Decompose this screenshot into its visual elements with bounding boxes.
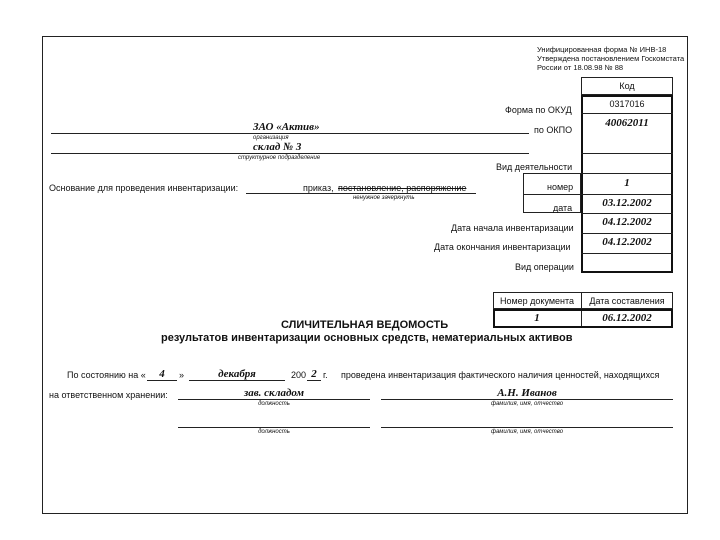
division-caption: структурное подразделение: [238, 155, 321, 161]
division-name: склад № 3: [253, 141, 302, 153]
position-caption-2: должность: [258, 429, 290, 435]
year-line: [307, 380, 321, 381]
code-row-line: [581, 213, 673, 214]
code-row-line: [581, 173, 673, 174]
state-text: проведена инвентаризация фактического наличия ценностей, находящихся: [341, 370, 660, 380]
position-value: зав. складом: [243, 387, 305, 399]
basis-prikaz: приказ,: [303, 183, 334, 193]
end-date-value: 04.12.2002: [602, 236, 652, 248]
doc-date-header: Дата составления: [589, 296, 665, 306]
state-year-suffix: г.: [323, 370, 328, 380]
org-name: ЗАО «Актив»: [253, 121, 320, 133]
code-row-line: [581, 233, 673, 234]
activity-label: Вид деятельности: [496, 162, 573, 172]
order-number-label: номер: [547, 182, 574, 192]
form-header: [537, 45, 684, 72]
name-line: [381, 399, 673, 400]
position-line-2: [178, 427, 370, 428]
order-label-box: [523, 173, 581, 213]
day-line: [147, 380, 177, 381]
basis-label: Основание для проведения инвентаризации:: [49, 183, 239, 193]
order-label-line: [523, 194, 581, 195]
start-date-label: Дата начала инвентаризации: [451, 223, 574, 233]
okpo-label: по ОКПО: [534, 125, 573, 135]
position-line: [178, 399, 370, 400]
name-line-2: [381, 427, 673, 428]
code-row-line: [581, 153, 673, 154]
form-header-line2: Утверждена постановлением Госкомстата: [537, 54, 685, 63]
position-caption: должность: [258, 401, 290, 407]
custody-label: на ответственном хранении:: [49, 390, 168, 400]
form-header-line1: Унифицированная форма № ИНВ-18: [537, 45, 667, 54]
state-month: декабря: [218, 368, 256, 380]
org-line: [51, 133, 529, 134]
month-line: [189, 380, 285, 381]
doc-number-header: Номер документа: [499, 296, 575, 306]
code-row-line: [581, 113, 673, 114]
basis-line: [246, 193, 476, 194]
end-date-label: Дата окончания инвентаризации: [434, 242, 571, 252]
operation-label: Вид операции: [515, 262, 574, 272]
start-date-value: 04.12.2002: [602, 216, 652, 228]
doc-number-value: 1: [534, 312, 540, 324]
state-year-prefix: 200: [291, 370, 307, 380]
okpo-value: 40062011: [605, 117, 649, 129]
doc-date-value: 06.12.2002: [602, 312, 652, 324]
division-line: [51, 153, 529, 154]
form-header-line3: России от 18.08.98 № 88: [537, 63, 624, 72]
order-number-value: 1: [624, 177, 630, 189]
okud-label: Форма по ОКУД: [505, 105, 572, 115]
code-header-cell: [581, 77, 673, 95]
state-quote-close: »: [179, 370, 185, 380]
code-row-line: [581, 253, 673, 254]
state-prefix: По состоянию на «: [67, 370, 146, 380]
basis-crossed: постановление, распоряжение: [338, 183, 467, 193]
page-subtitle: результатов инвентаризации основных средств, нематериальных активов: [161, 332, 573, 344]
page-title: СЛИЧИТЕЛЬНАЯ ВЕДОМОСТЬ: [281, 319, 449, 331]
code-row-line: [581, 194, 673, 195]
name-caption-2: фамилия, имя, отчество: [490, 429, 564, 435]
name-value: А.Н. Иванов: [497, 387, 557, 399]
order-date-label: дата: [553, 203, 573, 213]
state-year-digit: 2: [311, 368, 317, 380]
org-caption: организация: [253, 135, 289, 141]
code-header: Код: [619, 81, 635, 91]
form-sheet: [42, 36, 688, 514]
order-date-value: 03.12.2002: [602, 197, 652, 209]
basis-caption: ненужное зачеркнуть: [353, 195, 415, 201]
okud-value: 0317016: [609, 99, 645, 109]
state-day: 4: [159, 368, 165, 380]
name-caption: фамилия, имя, отчество: [490, 401, 564, 407]
